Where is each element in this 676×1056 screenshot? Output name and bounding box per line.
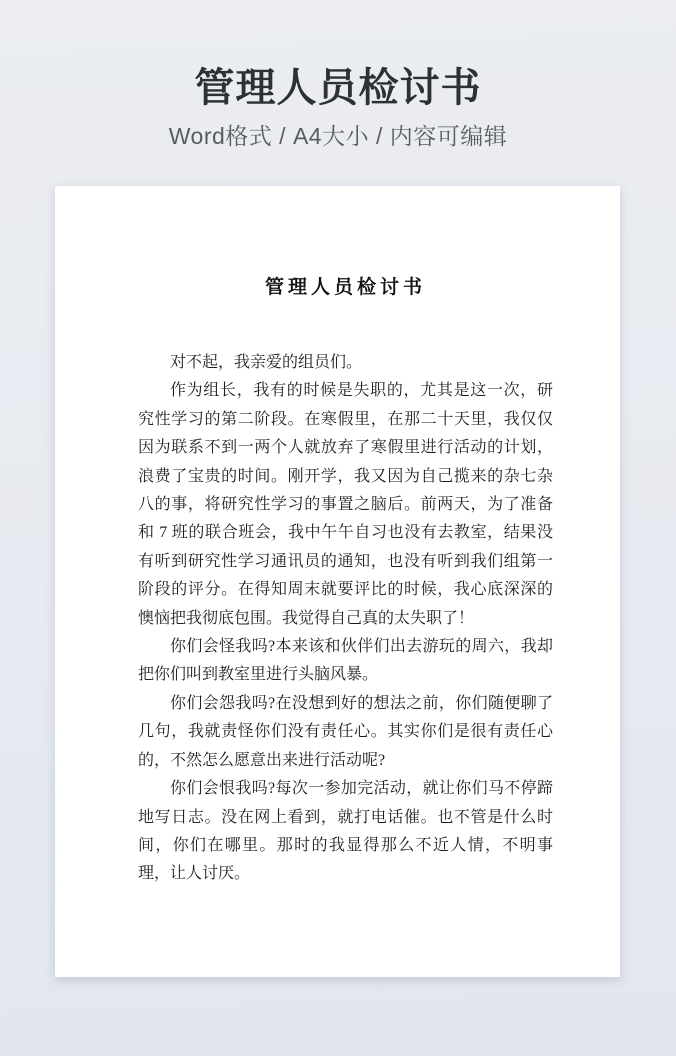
document-paragraph: 你们会恨我吗?每次一参加完活动，就让你们马不停蹄地写日志。没在网上看到，就打电话催。也不管是什么时间，你们在哪里。那时的我显得那么不近人情，不明事理，让人讨厌。 <box>138 780 553 883</box>
document-paragraph: 对不起，我亲爱的组员们。 <box>170 354 363 371</box>
document-paragraph: 你们会怨我吗?在没想到好的想法之前，你们随便聊了几句，我就责怪你们没有责任心。其实你们是很有责任心的，不然怎么愿意出来进行活动呢? <box>138 694 553 769</box>
document-paragraph: 你们会怪我吗?本来该和伙伴们出去游玩的周六，我却把你们叫到教室里进行头脑风暴。 <box>138 638 553 684</box>
page-subtitle: Word格式 / A4大小 / 内容可编辑 <box>168 123 508 149</box>
document-preview-page <box>55 186 620 977</box>
document-title: 管理人员检讨书 <box>264 277 426 298</box>
page-title: 管理人员检讨书 <box>194 66 482 110</box>
header <box>0 0 676 151</box>
document-paragraph: 作为组长，我有的时候是失职的，尤其是这一次，研究性学习的第二阶段。在寒假里，在那二十天里，我仅仅因为联系不到一两个人就放弃了寒假里进行活动的计划，浪费了宝贵的时间。刚开学，我又因为自己揽来的杂七杂八的事，将研究性学习的事置之脑后。前两天，为了准备和 7 班的联合班会，我中午午自习也没有去教室，结果没有听到研究性学习通讯员的通知，也没有听到我们组第一阶段的评分。在得知周末就要评比的时候，我心底深深的懊恼把我彻底包围。我觉得自己真的太失职了！ <box>138 382 553 627</box>
document-body <box>138 349 553 889</box>
